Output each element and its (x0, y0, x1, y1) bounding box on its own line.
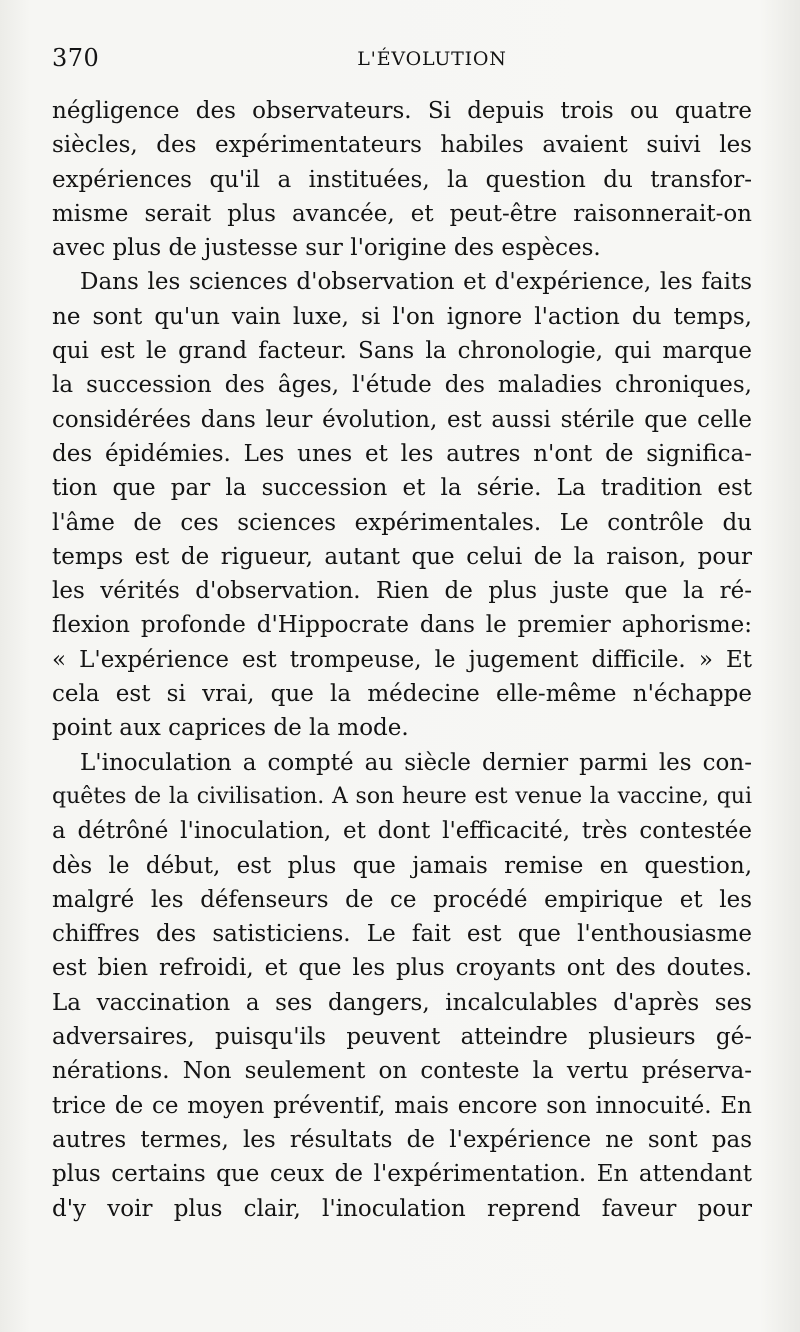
text-line: autres termes, les résultats de l'expérience ne sont pas (52, 1126, 752, 1153)
text-line: est bien refroidi, et que les plus croyants ont des doutes. (52, 955, 752, 982)
text-line: point aux caprices de la mode. (52, 715, 409, 742)
text-line: a détrôné l'inoculation, et dont l'efficacité, très contestée (52, 818, 752, 845)
text-line: ne sont qu'un vain luxe, si l'on ignore l'action du temps, (52, 303, 752, 330)
text-line: nérations. Non seulement on conteste la vertu préserva- (52, 1058, 752, 1085)
text-line: trice de ce moyen préventif, mais encore son innocuité. En (52, 1092, 752, 1119)
text-line: d'y voir plus clair, l'inoculation reprend faveur pour (52, 1195, 752, 1222)
text-line: la succession des âges, l'étude des maladies chroniques, (52, 372, 752, 399)
text-line: tion que par la succession et la série. La tradition est (52, 475, 752, 502)
text-line: qui est le grand facteur. Sans la chronologie, qui marque (52, 338, 752, 365)
paragraph-1 (52, 94, 752, 265)
text-line: temps est de rigueur, autant que celui de la raison, pour (52, 543, 752, 570)
text-line: expériences qu'il a instituées, la question du transfor- (52, 166, 752, 193)
text-line: flexion profonde d'Hippocrate dans le premier aphorisme: (52, 612, 752, 639)
text-line: siècles, des expérimentateurs habiles avaient suivi les (52, 132, 752, 159)
text-line: considérées dans leur évolution, est aussi stérile que celle (52, 406, 752, 433)
text-line: les vérités d'observation. Rien de plus juste que la ré- (52, 578, 752, 605)
text-line: chiffres des satisticiens. Le fait est que l'enthousiasme (52, 921, 752, 948)
body-text (52, 94, 752, 1226)
text-line: des épidémies. Les unes et les autres n'ont de significa- (52, 440, 752, 467)
paragraph-2 (52, 265, 752, 745)
text-line: Dans les sciences d'observation et d'expérience, les faits (80, 269, 752, 296)
text-line: dès le début, est plus que jamais remise en question, (52, 852, 752, 879)
text-line: négligence des observateurs. Si depuis trois ou quatre (52, 98, 752, 124)
text-line: avec plus de justesse sur l'origine des espèces. (52, 235, 601, 262)
text-line: L'inoculation a compté au siècle dernier parmi les con- (80, 749, 752, 776)
text-line: misme serait plus avancée, et peut-être raisonnerait-on (52, 200, 752, 227)
text-line: l'âme de ces sciences expérimentales. Le contrôle du (52, 509, 752, 536)
running-title: L'ÉVOLUTION (357, 48, 507, 70)
text-line: La vaccination a ses dangers, incalculables d'après ses (52, 989, 752, 1016)
text-line: « L'expérience est trompeuse, le jugement difficile. » Et (52, 646, 752, 673)
text-line: cela est si vrai, que la médecine elle-même n'échappe (52, 681, 752, 708)
page-header (52, 40, 752, 80)
page-number: 370 (52, 44, 100, 72)
text-line: malgré les défenseurs de ce procédé empirique et les (52, 886, 752, 913)
text-line: quêtes de la civilisation. A son heure est venue la vaccine, qui (52, 783, 752, 809)
paragraph-3 (52, 746, 752, 1226)
text-line: plus certains que ceux de l'expérimentation. En attendant (52, 1161, 752, 1188)
text-line: adversaires, puisqu'ils peuvent atteindre plusieurs gé- (52, 1024, 752, 1051)
